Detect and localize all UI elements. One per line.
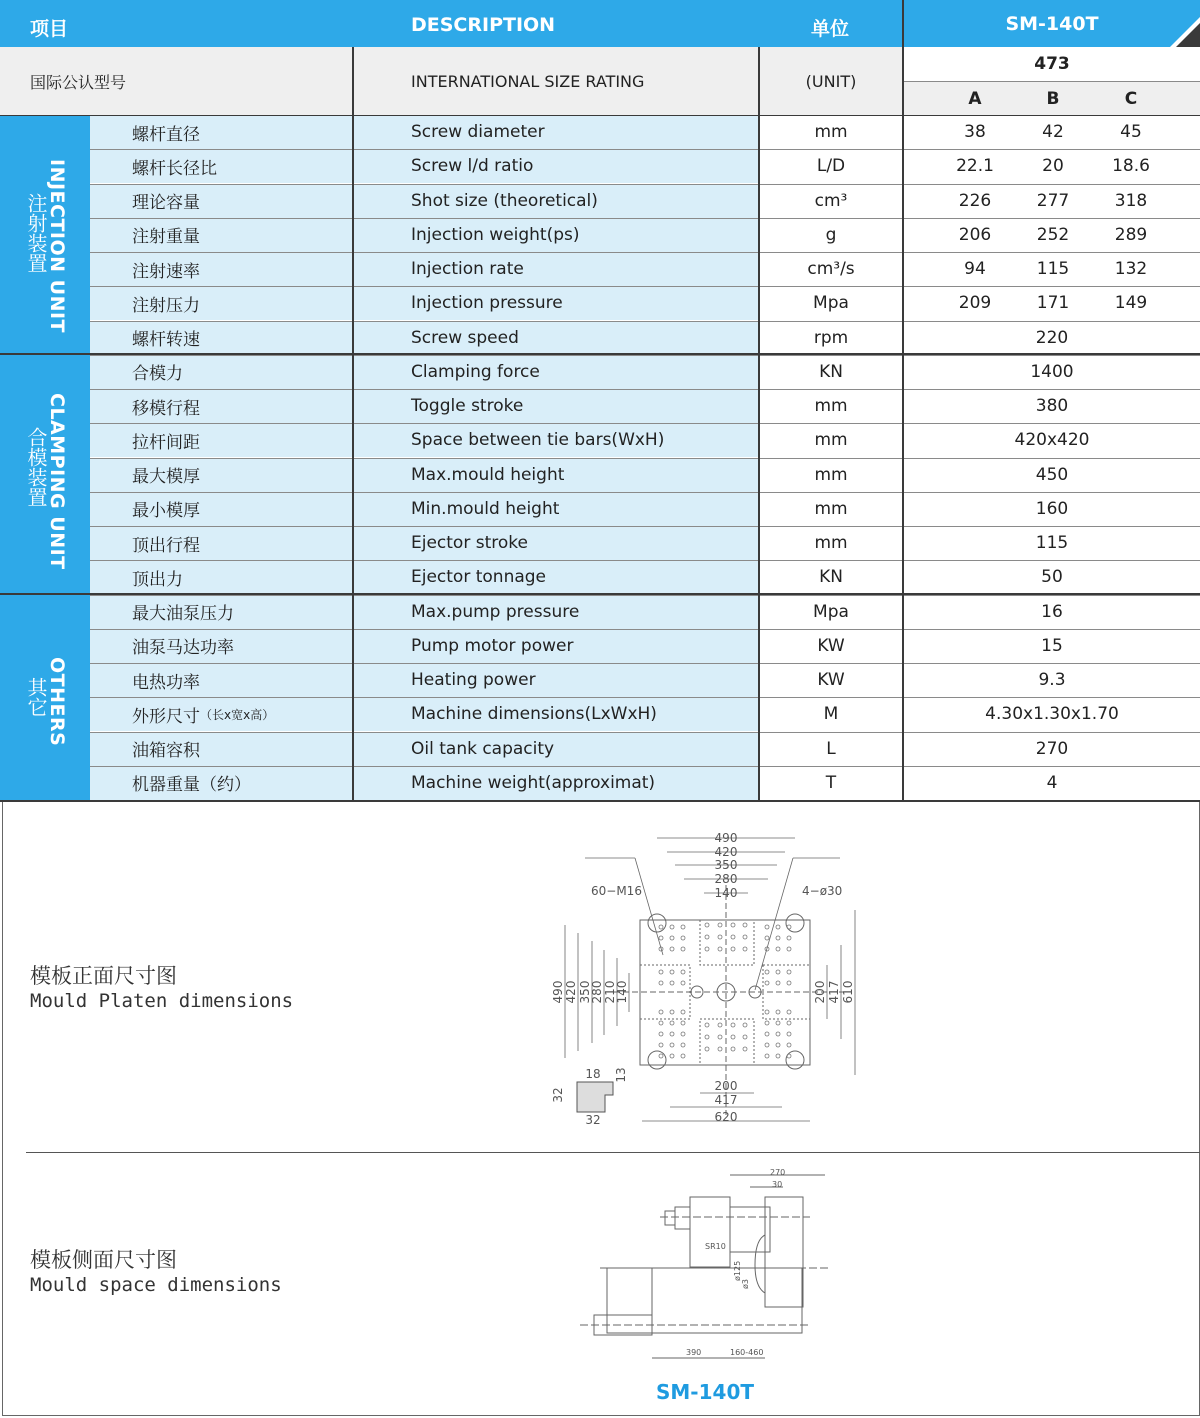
row-value: 4.30x1.30x1.70 xyxy=(985,704,1119,725)
column-divider xyxy=(758,47,760,800)
table-row xyxy=(0,697,1200,731)
row-cn-text: 注射速率 xyxy=(132,261,200,282)
space-dim-label: 160-460 xyxy=(730,1348,764,1357)
row-unit: cm³/s xyxy=(760,252,902,286)
table-row xyxy=(0,355,1200,389)
space-caption-cn: 模板侧面尺寸图 xyxy=(30,1248,177,1272)
row-unit: mm xyxy=(760,115,902,149)
row-value-a: 226 xyxy=(958,190,992,211)
row-divider xyxy=(90,286,1200,287)
row-cn-note: （长x宽x高） xyxy=(200,707,275,722)
row-en-label: Space between tie bars(WxH) xyxy=(354,423,815,457)
platen-dim-label: 350 xyxy=(578,980,592,1004)
row-values xyxy=(904,492,1200,526)
row-value: 15 xyxy=(1041,635,1063,656)
row-cn-text: 螺杆长径比 xyxy=(132,158,217,179)
row-value: 4 xyxy=(1046,772,1058,793)
row-value: 380 xyxy=(1035,396,1069,416)
space-dim-label: ø3 xyxy=(741,1279,750,1289)
row-values xyxy=(904,629,1200,663)
table-row xyxy=(0,286,1200,320)
model-header xyxy=(904,0,1200,47)
row-unit: L xyxy=(760,732,902,766)
space-dim-label: 390 xyxy=(686,1348,702,1357)
row-unit: g xyxy=(760,218,902,252)
row-value-a: 206 xyxy=(958,224,992,245)
row-cn-text: 螺杆转速 xyxy=(132,330,200,350)
table-row xyxy=(0,595,1200,629)
row-en-label: Machine weight(approximat) xyxy=(354,766,815,800)
row-cn-text: 顶出行程 xyxy=(132,535,200,556)
row-value-b: 252 xyxy=(1036,224,1070,245)
table-row xyxy=(0,526,1200,560)
row-cn-text: 理论容量 xyxy=(132,193,200,213)
platen-caption-cn: 模板正面尺寸图 xyxy=(30,964,177,988)
row-value: 50 xyxy=(1041,567,1063,588)
screw-c-label: C xyxy=(1124,89,1138,109)
row-en-label: Shot size (theoretical) xyxy=(354,184,815,218)
row-values xyxy=(904,663,1200,697)
platen-dim-label: 210 xyxy=(603,980,617,1004)
row-divider xyxy=(90,492,1200,493)
table-row xyxy=(0,115,1200,149)
row-value: 1400 xyxy=(1030,361,1074,382)
row-value: 115 xyxy=(1035,533,1069,553)
table-row xyxy=(0,218,1200,252)
row-divider xyxy=(90,321,1200,322)
section-en-label: CLAMPING UNIT xyxy=(46,393,68,570)
row-cn-text: 合模力 xyxy=(132,364,183,385)
size-rating-value: 473 xyxy=(1034,54,1070,74)
row-unit: KN xyxy=(760,355,902,389)
row-cn-label xyxy=(90,560,394,594)
row-value-a: 94 xyxy=(964,259,986,279)
row-value-c: 149 xyxy=(1114,293,1148,314)
row-value-c: 132 xyxy=(1114,259,1148,279)
row-cn-text: 最大油泵压力 xyxy=(132,604,234,624)
row-cn-label xyxy=(90,423,394,457)
space-dim-label: ø125 xyxy=(733,1260,742,1281)
row-unit: KN xyxy=(760,560,902,594)
row-en-label: Ejector stroke xyxy=(354,526,815,560)
table-row xyxy=(0,184,1200,218)
tie-bar-hole xyxy=(648,1051,666,1069)
row-values xyxy=(904,149,1200,183)
screw-options xyxy=(904,81,1200,115)
table-row xyxy=(0,766,1200,800)
row-en-label: Machine dimensions(LxWxH) xyxy=(354,697,815,731)
row-en-label: Pump motor power xyxy=(354,629,815,663)
row-unit: L/D xyxy=(760,149,902,183)
row-cn-label xyxy=(90,115,394,149)
moving-platen xyxy=(690,1197,730,1267)
row-en-label: Screw l/d ratio xyxy=(354,149,815,183)
platen-dim-label: 280 xyxy=(714,872,738,886)
row-cn-text: 注射重量 xyxy=(132,227,200,248)
row-cn-label xyxy=(90,355,394,389)
row-en-label: Injection pressure xyxy=(354,286,815,320)
table-row xyxy=(0,492,1200,526)
section-en-label: OTHERS xyxy=(46,657,68,747)
corner-triangle-icon xyxy=(1170,17,1200,47)
platen-dim-label: 420 xyxy=(564,980,578,1004)
row-value: 220 xyxy=(1035,327,1069,348)
row-cn-label xyxy=(90,766,394,800)
row-cn-text: 顶出力 xyxy=(132,569,183,590)
platen-dim-label: 32 xyxy=(585,1113,601,1127)
row-en-label: Screw diameter xyxy=(354,115,815,149)
row-values xyxy=(904,321,1200,355)
table-row xyxy=(0,321,1200,355)
row-divider xyxy=(90,697,1200,698)
platen-caption-en: Mould Platen dimensions xyxy=(30,990,294,1012)
row-unit: KW xyxy=(760,629,902,663)
header-bottom-border xyxy=(0,115,1200,116)
row-cn-label xyxy=(90,252,394,286)
subheader-en-text: INTERNATIONAL SIZE RATING xyxy=(411,71,645,91)
row-value-c: 18.6 xyxy=(1112,156,1150,177)
row-value-b: 115 xyxy=(1036,259,1070,279)
row-unit: mm xyxy=(760,526,902,560)
section-cn-label: 注射装置 xyxy=(24,193,48,273)
header-description-label: DESCRIPTION xyxy=(411,14,556,36)
holes-left-label: 60−M16 xyxy=(591,884,642,898)
row-unit: rpm xyxy=(760,321,902,355)
row-divider xyxy=(90,149,1200,150)
row-unit: Mpa xyxy=(760,286,902,320)
row-cn-text: 最小模厚 xyxy=(132,501,200,522)
row-values xyxy=(904,423,1200,457)
section-cn-label: 合模装置 xyxy=(24,427,48,507)
holes-right-label: 4−ø30 xyxy=(802,884,843,898)
row-divider xyxy=(90,218,1200,219)
row-cn-text: 油泵马达功率 xyxy=(132,638,234,659)
row-cn-label xyxy=(90,286,394,320)
row-divider xyxy=(90,526,1200,527)
row-unit: Mpa xyxy=(760,595,902,629)
subheader-cn xyxy=(0,47,352,115)
row-unit: cm³ xyxy=(760,184,902,218)
platen-dim-label: 420 xyxy=(714,845,738,859)
platen-dim-label: 620 xyxy=(714,1110,738,1124)
row-cn-label xyxy=(90,663,394,697)
row-cn-label xyxy=(90,697,394,731)
row-en-label: Ejector tonnage xyxy=(354,560,815,594)
row-unit: T xyxy=(760,766,902,800)
section-divider xyxy=(0,593,1200,595)
row-en-label: Injection rate xyxy=(354,252,815,286)
table-row xyxy=(0,389,1200,423)
space-dim-label: 270 xyxy=(770,1168,786,1177)
row-en-label: Screw speed xyxy=(354,321,815,355)
space-radius-label: SR10 xyxy=(705,1242,726,1251)
platen-dim-label: 610 xyxy=(841,980,855,1004)
row-values xyxy=(904,252,1200,286)
row-cn-label xyxy=(90,218,394,252)
row-unit: KW xyxy=(760,663,902,697)
row-unit: mm xyxy=(760,389,902,423)
row-values xyxy=(904,697,1200,731)
fixed-platen xyxy=(765,1197,803,1307)
space-dim-label: 30 xyxy=(772,1180,783,1189)
table-header xyxy=(0,0,902,47)
platen-drawing xyxy=(545,825,875,1135)
row-en-label: Min.mould height xyxy=(354,492,815,526)
row-divider xyxy=(90,629,1200,630)
row-unit: mm xyxy=(760,458,902,492)
row-divider xyxy=(90,184,1200,185)
subheader-unit xyxy=(760,47,902,115)
space-drawing xyxy=(580,1165,840,1375)
row-values xyxy=(904,526,1200,560)
size-rating xyxy=(904,47,1200,81)
row-values xyxy=(904,184,1200,218)
row-unit: mm xyxy=(760,492,902,526)
row-en-label: Toggle stroke xyxy=(354,389,815,423)
row-cn-label xyxy=(90,595,394,629)
row-cn-label xyxy=(90,184,394,218)
tie-bar-hole xyxy=(648,914,666,932)
row-cn-label xyxy=(90,492,394,526)
row-values xyxy=(904,355,1200,389)
row-values xyxy=(904,389,1200,423)
platen-dim-label: 140 xyxy=(714,886,738,900)
row-divider xyxy=(90,423,1200,424)
row-value-a: 38 xyxy=(964,122,986,142)
row-divider xyxy=(90,766,1200,767)
platen-dim-label: 417 xyxy=(714,1093,738,1107)
table-row xyxy=(0,629,1200,663)
row-cn-text: 拉杆间距 xyxy=(132,432,200,453)
row-value-b: 20 xyxy=(1042,156,1064,177)
row-cn-label xyxy=(90,732,394,766)
row-value-b: 42 xyxy=(1042,122,1064,142)
row-value-c: 318 xyxy=(1114,190,1148,211)
row-divider xyxy=(90,663,1200,664)
row-value: 160 xyxy=(1035,498,1069,519)
row-cn-text: 机器重量（约） xyxy=(132,775,251,796)
table-row xyxy=(0,149,1200,183)
row-cn-label xyxy=(90,526,394,560)
screw-b-label: B xyxy=(1046,89,1060,109)
row-en-label: Clamping force xyxy=(354,355,815,389)
row-cn-text: 外形尺寸 xyxy=(132,706,200,727)
row-value: 16 xyxy=(1041,601,1063,622)
table-row xyxy=(0,732,1200,766)
row-value-b: 171 xyxy=(1036,293,1070,314)
table-row xyxy=(0,560,1200,594)
row-en-label: Max.mould height xyxy=(354,458,815,492)
row-value: 270 xyxy=(1035,738,1069,759)
row-divider xyxy=(90,389,1200,390)
space-caption-en: Mould space dimensions xyxy=(30,1274,282,1296)
row-values xyxy=(904,732,1200,766)
platen-dim-label: 140 xyxy=(615,980,629,1004)
row-cn-text: 移模行程 xyxy=(132,398,200,419)
row-values xyxy=(904,218,1200,252)
drawing-model-label: SM-140T xyxy=(656,1380,754,1404)
row-cn-text: 油箱容积 xyxy=(132,741,200,761)
row-divider xyxy=(90,458,1200,459)
row-cn-label xyxy=(90,321,394,355)
row-value-c: 289 xyxy=(1114,224,1148,245)
row-values xyxy=(904,560,1200,594)
row-value: 9.3 xyxy=(1038,670,1066,690)
row-divider xyxy=(90,252,1200,253)
section-en-label: INJECTION UNIT xyxy=(46,159,68,334)
row-cn-label xyxy=(90,458,394,492)
t-slot-profile xyxy=(577,1082,613,1112)
bolt-holes xyxy=(659,923,791,1058)
row-cn-text: 螺杆直径 xyxy=(132,124,200,145)
header-unit-label: 单位 xyxy=(811,18,850,40)
section-divider xyxy=(0,353,1200,355)
column-divider xyxy=(902,0,904,800)
row-en-label: Injection weight(ps) xyxy=(354,218,815,252)
row-cn-label xyxy=(90,149,394,183)
row-values xyxy=(904,286,1200,320)
row-unit: mm xyxy=(760,423,902,457)
row-value-a: 22.1 xyxy=(956,156,994,177)
platen-dim-label: 13 xyxy=(614,1067,628,1083)
platen-dim-label: 32 xyxy=(551,1087,565,1103)
platen-dim-label: 200 xyxy=(714,1079,738,1093)
header-item-label: 项目 xyxy=(30,18,69,40)
table-row xyxy=(0,252,1200,286)
platen-dim-label: 280 xyxy=(590,980,604,1004)
row-cn-label xyxy=(90,389,394,423)
subheader-cn-text: 国际公认型号 xyxy=(30,72,127,92)
row-divider xyxy=(90,560,1200,561)
row-value-a: 209 xyxy=(958,293,992,314)
row-value: 450 xyxy=(1035,464,1069,485)
row-value-b: 277 xyxy=(1036,190,1070,211)
platen-dim-label: 350 xyxy=(714,858,738,872)
row-values xyxy=(904,115,1200,149)
column-divider xyxy=(352,47,354,800)
row-cn-text: 电热功率 xyxy=(132,672,200,693)
row-en-label: Max.pump pressure xyxy=(354,595,815,629)
row-value-c: 45 xyxy=(1120,122,1142,142)
section-cn-label: 其它 xyxy=(24,677,48,717)
row-values xyxy=(904,458,1200,492)
screw-a-label: A xyxy=(968,89,982,109)
drawing-divider xyxy=(26,1152,1200,1153)
row-cn-text: 注射压力 xyxy=(132,295,200,316)
table-row xyxy=(0,458,1200,492)
row-values xyxy=(904,766,1200,800)
row-values xyxy=(904,595,1200,629)
table-row xyxy=(0,663,1200,697)
table-row xyxy=(0,423,1200,457)
row-value: 420x420 xyxy=(1014,430,1090,451)
platen-dim-label: 200 xyxy=(813,980,827,1004)
row-en-label: Oil tank capacity xyxy=(354,732,815,766)
platen-dim-label: 490 xyxy=(714,831,738,845)
row-en-label: Heating power xyxy=(354,663,815,697)
platen-dim-label: 417 xyxy=(827,980,841,1004)
model-name: SM-140T xyxy=(1005,12,1099,35)
row-unit: M xyxy=(760,697,902,731)
row-cn-text: 最大模厚 xyxy=(132,467,200,487)
platen-dim-label: 18 xyxy=(585,1067,601,1081)
row-cn-label xyxy=(90,629,394,663)
subheader-unit-text: (UNIT) xyxy=(805,71,857,91)
platen-dim-label: 490 xyxy=(551,980,565,1004)
subheader-en xyxy=(354,47,758,115)
row-divider xyxy=(90,732,1200,733)
